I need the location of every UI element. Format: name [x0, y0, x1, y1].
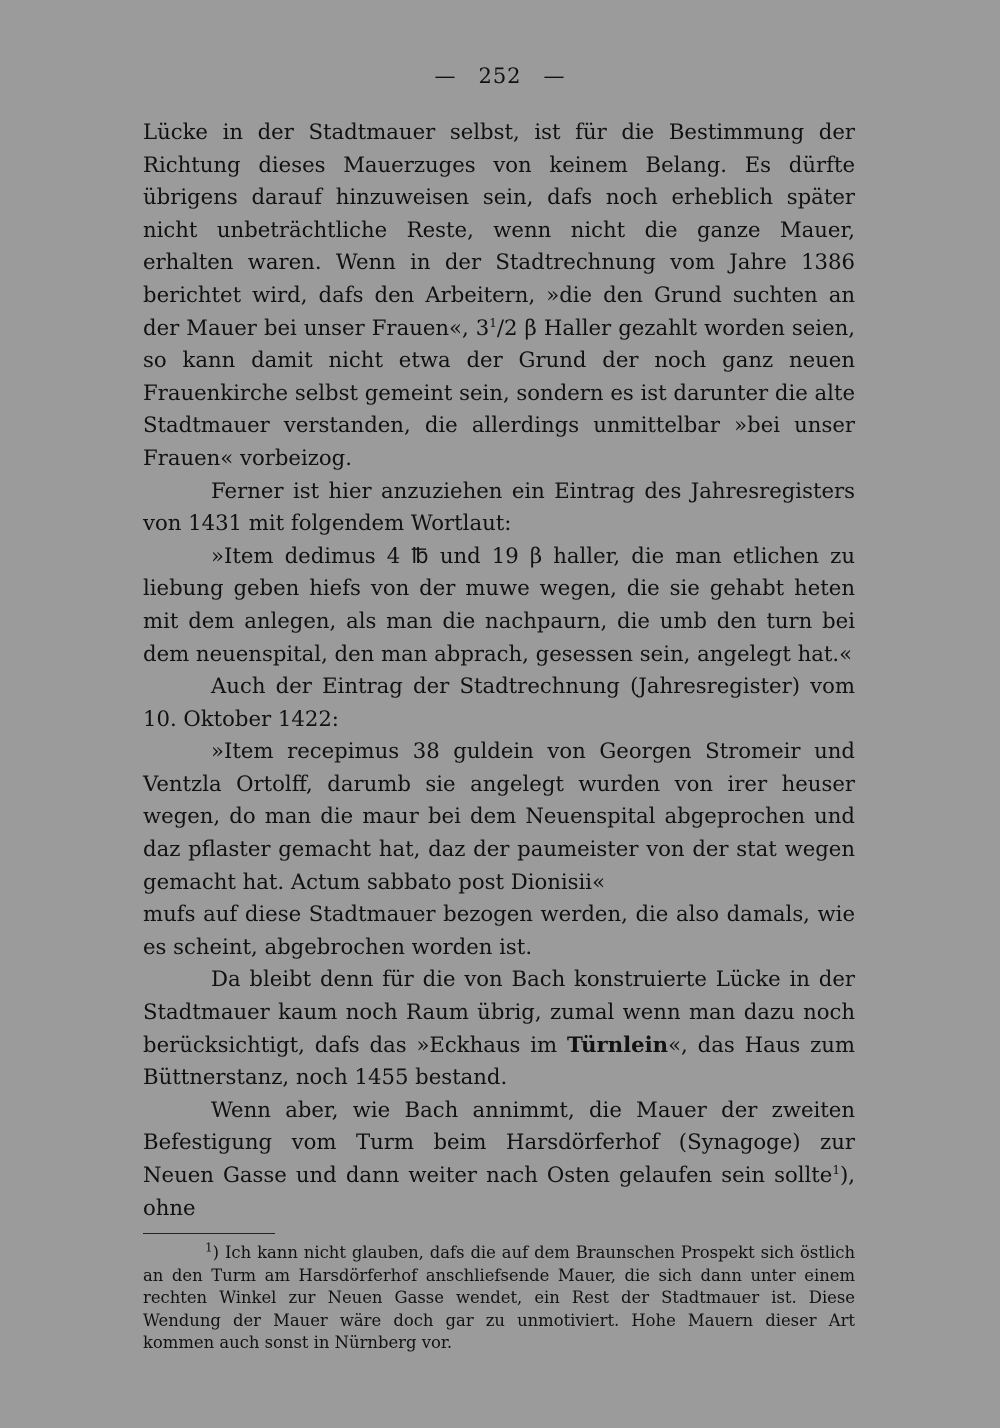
paragraph-4: mufs auf diese Stadtmauer bezogen werden, die also damals, wie es scheint, abgebrochen worden ist.	[143, 901, 855, 959]
footnote-text: ) Ich kann nicht glauben, dafs die auf dem Braunschen Prospekt sich östlich an den Turm am Harsdörferhof anschliefsende Mauer, die sich dann unter einem rechten Winkel zur Neuen Gasse wendet, ein Rest der Stadtmauer ist. Diese Wendung der Mauer wäre doch gar zu unmotiviert. Hohe Mauern dieser Art kommen auch sonst in Nürnberg vor.	[143, 1243, 855, 1353]
footnote-divider	[143, 1233, 275, 1234]
footnote	[143, 1242, 855, 1355]
footnote-reference: 1	[832, 1162, 840, 1177]
main-text	[143, 116, 855, 1224]
page-number: 252	[478, 64, 522, 88]
page-header	[0, 64, 1000, 88]
fraction-numerator: 1	[489, 315, 497, 330]
paragraph-1-part-a: Lücke in der Stadtmauer selbst, ist für die Bestimmung der Richtung dieses Mauerzuges von keinem Belang. Es dürfte übrigens darauf hinzuweisen sein, dafs noch erheblich später nicht unbeträchtliche Reste, wenn nicht die ganze Mauer, erhalten waren. Wenn in der Stadtrechnung vom Jahre 1386 berichtet wird, dafs den Arbeitern, »die den Grund suchten an der Mauer bei unser Frauen«, 3	[143, 119, 855, 340]
paragraph-2: Ferner ist hier anzuziehen ein Eintrag des Jahresregisters von 1431 mit folgendem Wortlaut:	[143, 477, 855, 536]
quote-2: »Item recepimus 38 guldein von Georgen Stromeir und Ventzla Ortolff, darumb sie angelegt wurden von irer heuser wegen, do man die maur bei dem Neuenspital abgeprochen und daz pflaster gemacht hat, daz der paumeister von der stat wegen gemacht hat. Actum sabbato post Dionisii«	[143, 738, 855, 894]
paragraph-3: Auch der Eintrag der Stadtrechnung (Jahresregister) vom 10. Oktober 1422:	[143, 673, 855, 731]
bold-term-tuernlein: Türnlein	[567, 1031, 669, 1057]
paragraph-5	[143, 963, 855, 1093]
header-dash-right: —	[543, 64, 566, 88]
quote-1: »Item dedimus 4 ℔ und 19 β haller, die man etlichen zu liebung geben hiefs von der muwe wegen, die sie gehabt heten mit dem anlegen, als man die nachpaurn, die umb den turn bei dem neuenspital, den man abprach, gesessen sein, angelegt hat.«	[143, 542, 855, 666]
paragraph-1	[143, 116, 855, 475]
paragraph-5-part-b: «, das Haus zum Büttnerstanz, noch 1455 bestand.	[143, 1031, 856, 1090]
paragraph-6	[143, 1094, 855, 1224]
paragraph-5-part-a: Da bleibt denn für die von Bach konstruierte Lücke in der Stadtmauer kaum noch Raum übrig, zumal wenn man dazu noch berücksichtigt, dafs das »Eckhaus im	[143, 966, 855, 1057]
paragraph-1-part-b: /2 β Haller gezahlt worden seien, so kann damit nicht etwa der Grund der noch ganz neuen Frauenkirche selbst gemeint sein, sondern es ist darunter die alte Stadtmauer verstanden, die allerdings unmittelbar »bei unser Frauen« vorbeizog.	[143, 314, 855, 470]
paragraph-6-part-a: Wenn aber, wie Bach annimmt, die Mauer der zweiten Befestigung vom Turm beim Harsdörferhof (Synagoge) zur Neuen Gasse und dann weiter nach Osten gelaufen sein sollte	[143, 1096, 855, 1187]
header-dash-left: —	[434, 64, 457, 88]
footnote-marker: 1	[205, 1240, 213, 1255]
paragraph-6-part-b: ), ohne	[143, 1162, 855, 1220]
